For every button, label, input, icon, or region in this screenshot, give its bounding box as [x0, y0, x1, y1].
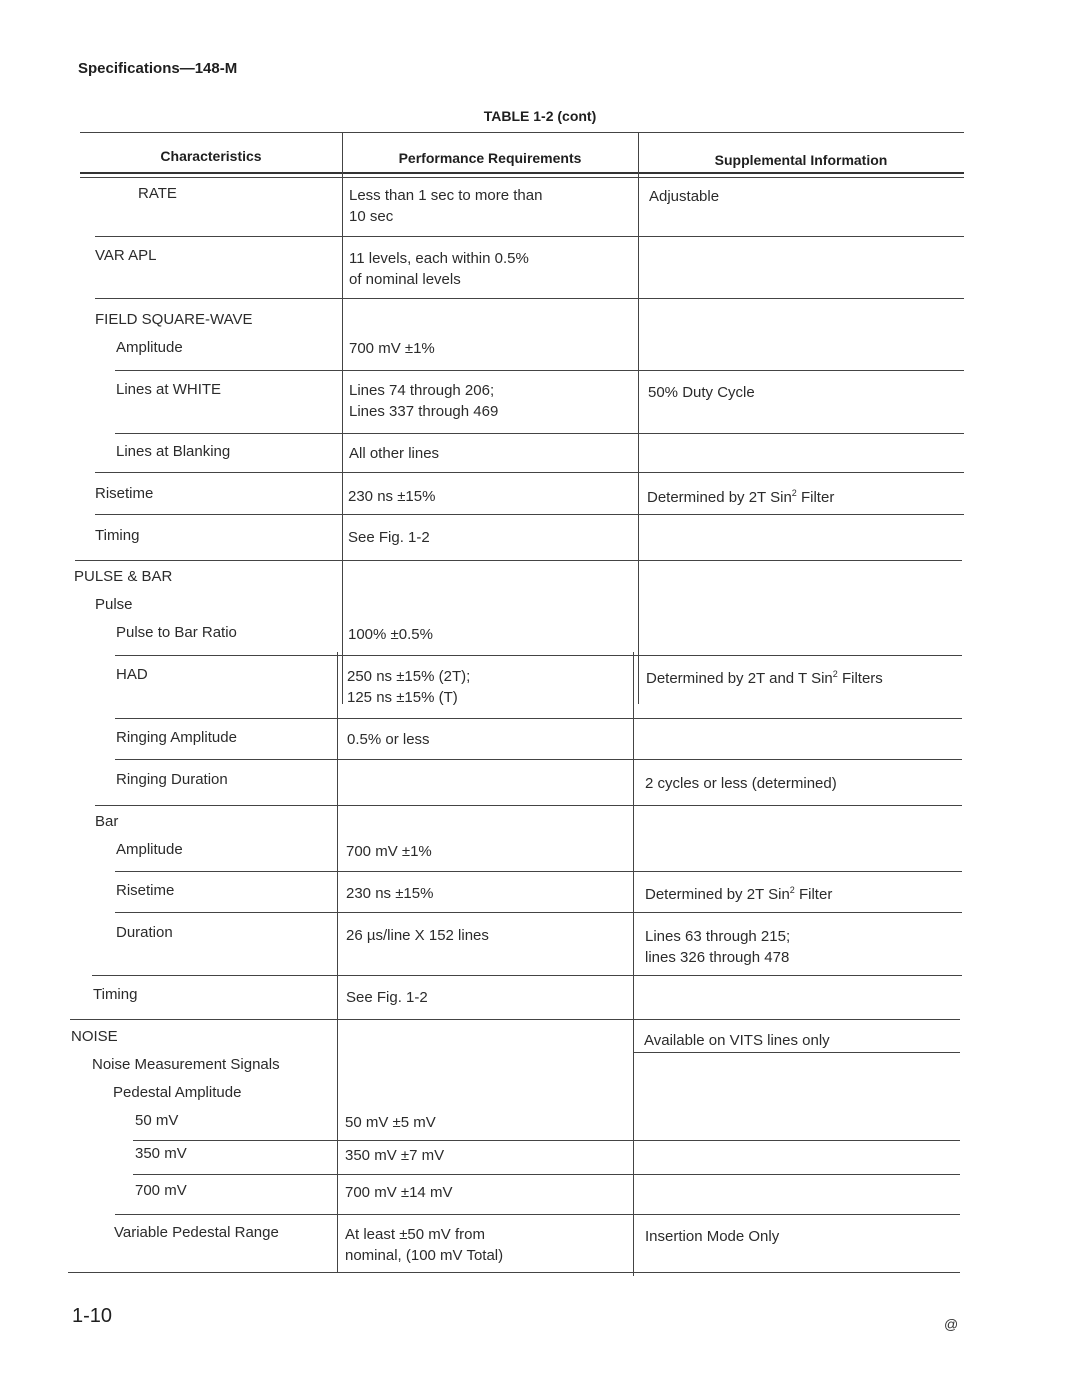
perf-cell: 11 levels, each within 0.5%	[349, 250, 529, 267]
char-cell: RATE	[138, 185, 177, 202]
supp-text: Filter	[796, 489, 835, 506]
row-separator	[95, 236, 964, 237]
row-separator	[95, 514, 964, 515]
char-cell: Ringing Amplitude	[116, 729, 237, 746]
supp-text: Filters	[837, 670, 883, 687]
char-cell: FIELD SQUARE-WAVE	[95, 311, 253, 328]
char-cell: VAR APL	[95, 247, 157, 264]
char-cell: Pulse to Bar Ratio	[116, 624, 237, 641]
page-header: Specifications—148-M	[78, 60, 238, 77]
char-cell: 50 mV	[135, 1112, 179, 1129]
perf-cell: 26 µs/line X 152 lines	[346, 927, 489, 944]
perf-cell: 230 ns ±15%	[348, 488, 436, 505]
column-divider-2-upper	[638, 132, 639, 704]
column-header-supplemental: Supplemental Information	[714, 152, 888, 168]
char-cell: NOISE	[71, 1028, 118, 1045]
superscript: 2	[832, 669, 838, 679]
row-separator	[133, 1140, 960, 1141]
perf-cell: 100% ±0.5%	[348, 626, 433, 643]
perf-cell: 350 mV ±7 mV	[345, 1147, 445, 1164]
column-header-performance: Performance Requirements	[398, 150, 582, 166]
char-cell: PULSE & BAR	[74, 568, 173, 585]
char-cell: Risetime	[116, 882, 175, 899]
perf-cell: 250 ns ±15% (2T);	[347, 668, 471, 685]
perf-cell: Lines 337 through 469	[349, 403, 499, 420]
page-number: 1-10	[72, 1305, 113, 1327]
perf-cell: of nominal levels	[349, 271, 461, 288]
header-rule-double	[80, 177, 964, 178]
supp-text: Determined by 2T Sin	[645, 886, 790, 903]
column-divider-1-lower	[337, 652, 338, 1272]
char-cell: 350 mV	[135, 1145, 187, 1162]
supp-cell: lines 326 through 478	[645, 949, 790, 966]
supp-cell: Available on VITS lines only	[644, 1032, 830, 1049]
supp-cell	[645, 884, 832, 905]
perf-cell: Lines 74 through 206;	[349, 382, 495, 399]
row-separator	[115, 370, 964, 371]
supp-cell	[646, 668, 883, 689]
char-cell: HAD	[116, 666, 148, 683]
supp-text: Determined by 2T and T Sin	[646, 670, 833, 687]
supp-cell: Adjustable	[649, 188, 720, 205]
supp-text: Determined by 2T Sin	[647, 489, 792, 506]
perf-cell: 10 sec	[349, 208, 394, 225]
row-separator	[75, 560, 962, 561]
perf-cell: All other lines	[349, 445, 440, 462]
row-separator	[115, 1214, 960, 1215]
perf-cell: 125 ns ±15% (T)	[347, 689, 458, 706]
supp-cell: 50% Duty Cycle	[648, 384, 755, 401]
char-cell: Pedestal Amplitude	[113, 1084, 242, 1101]
char-cell: Ringing Duration	[116, 771, 228, 788]
supp-cell: Lines 63 through 215;	[645, 928, 791, 945]
char-cell: Risetime	[95, 485, 154, 502]
char-cell: Timing	[93, 986, 138, 1003]
char-cell: Timing	[95, 527, 140, 544]
row-separator	[95, 805, 962, 806]
table-bottom-rule	[68, 1272, 960, 1273]
perf-cell: nominal, (100 mV Total)	[345, 1247, 504, 1264]
char-cell: Amplitude	[116, 841, 183, 858]
char-cell: Bar	[95, 813, 119, 830]
header-rule	[80, 172, 964, 174]
perf-cell: 0.5% or less	[347, 731, 430, 748]
table-title: TABLE 1-2 (cont)	[483, 108, 597, 124]
row-separator	[115, 759, 962, 760]
char-cell: Pulse	[95, 596, 133, 613]
perf-cell: See Fig. 1-2	[346, 989, 428, 1006]
superscript: 2	[791, 488, 797, 498]
supp-cell	[647, 487, 834, 508]
char-cell: Duration	[116, 924, 173, 941]
perf-cell: Less than 1 sec to more than	[349, 187, 543, 204]
char-cell: Lines at WHITE	[116, 381, 222, 398]
row-separator	[115, 871, 962, 872]
row-separator	[633, 1052, 960, 1053]
column-header-characteristics: Characteristics	[160, 148, 262, 164]
column-divider-2-lower	[633, 652, 634, 1276]
row-separator	[115, 718, 962, 719]
perf-cell: See Fig. 1-2	[348, 529, 430, 546]
row-separator	[95, 472, 964, 473]
perf-cell: At least ±50 mV from	[345, 1226, 485, 1243]
row-separator	[115, 433, 964, 434]
char-cell: Amplitude	[116, 339, 183, 356]
column-divider-1-upper	[342, 132, 343, 704]
perf-cell: 700 mV ±1%	[349, 340, 435, 357]
row-separator	[115, 912, 962, 913]
publisher-mark: @	[944, 1316, 959, 1332]
char-cell: 700 mV	[135, 1182, 187, 1199]
row-separator	[70, 1019, 960, 1020]
perf-cell: 700 mV ±14 mV	[345, 1184, 453, 1201]
char-cell: Noise Measurement Signals	[92, 1056, 280, 1073]
row-separator	[115, 655, 962, 656]
char-cell: Variable Pedestal Range	[114, 1224, 279, 1241]
row-separator	[133, 1174, 960, 1175]
row-separator	[92, 975, 962, 976]
row-separator	[95, 298, 964, 299]
table-top-rule	[80, 132, 964, 133]
perf-cell: 50 mV ±5 mV	[345, 1114, 436, 1131]
supp-cell: 2 cycles or less (determined)	[645, 775, 837, 792]
superscript: 2	[789, 885, 795, 895]
char-cell: Lines at Blanking	[116, 443, 231, 460]
supp-cell: Insertion Mode Only	[645, 1228, 780, 1245]
supp-text: Filter	[794, 886, 833, 903]
perf-cell: 700 mV ±1%	[346, 843, 432, 860]
perf-cell: 230 ns ±15%	[346, 885, 434, 902]
